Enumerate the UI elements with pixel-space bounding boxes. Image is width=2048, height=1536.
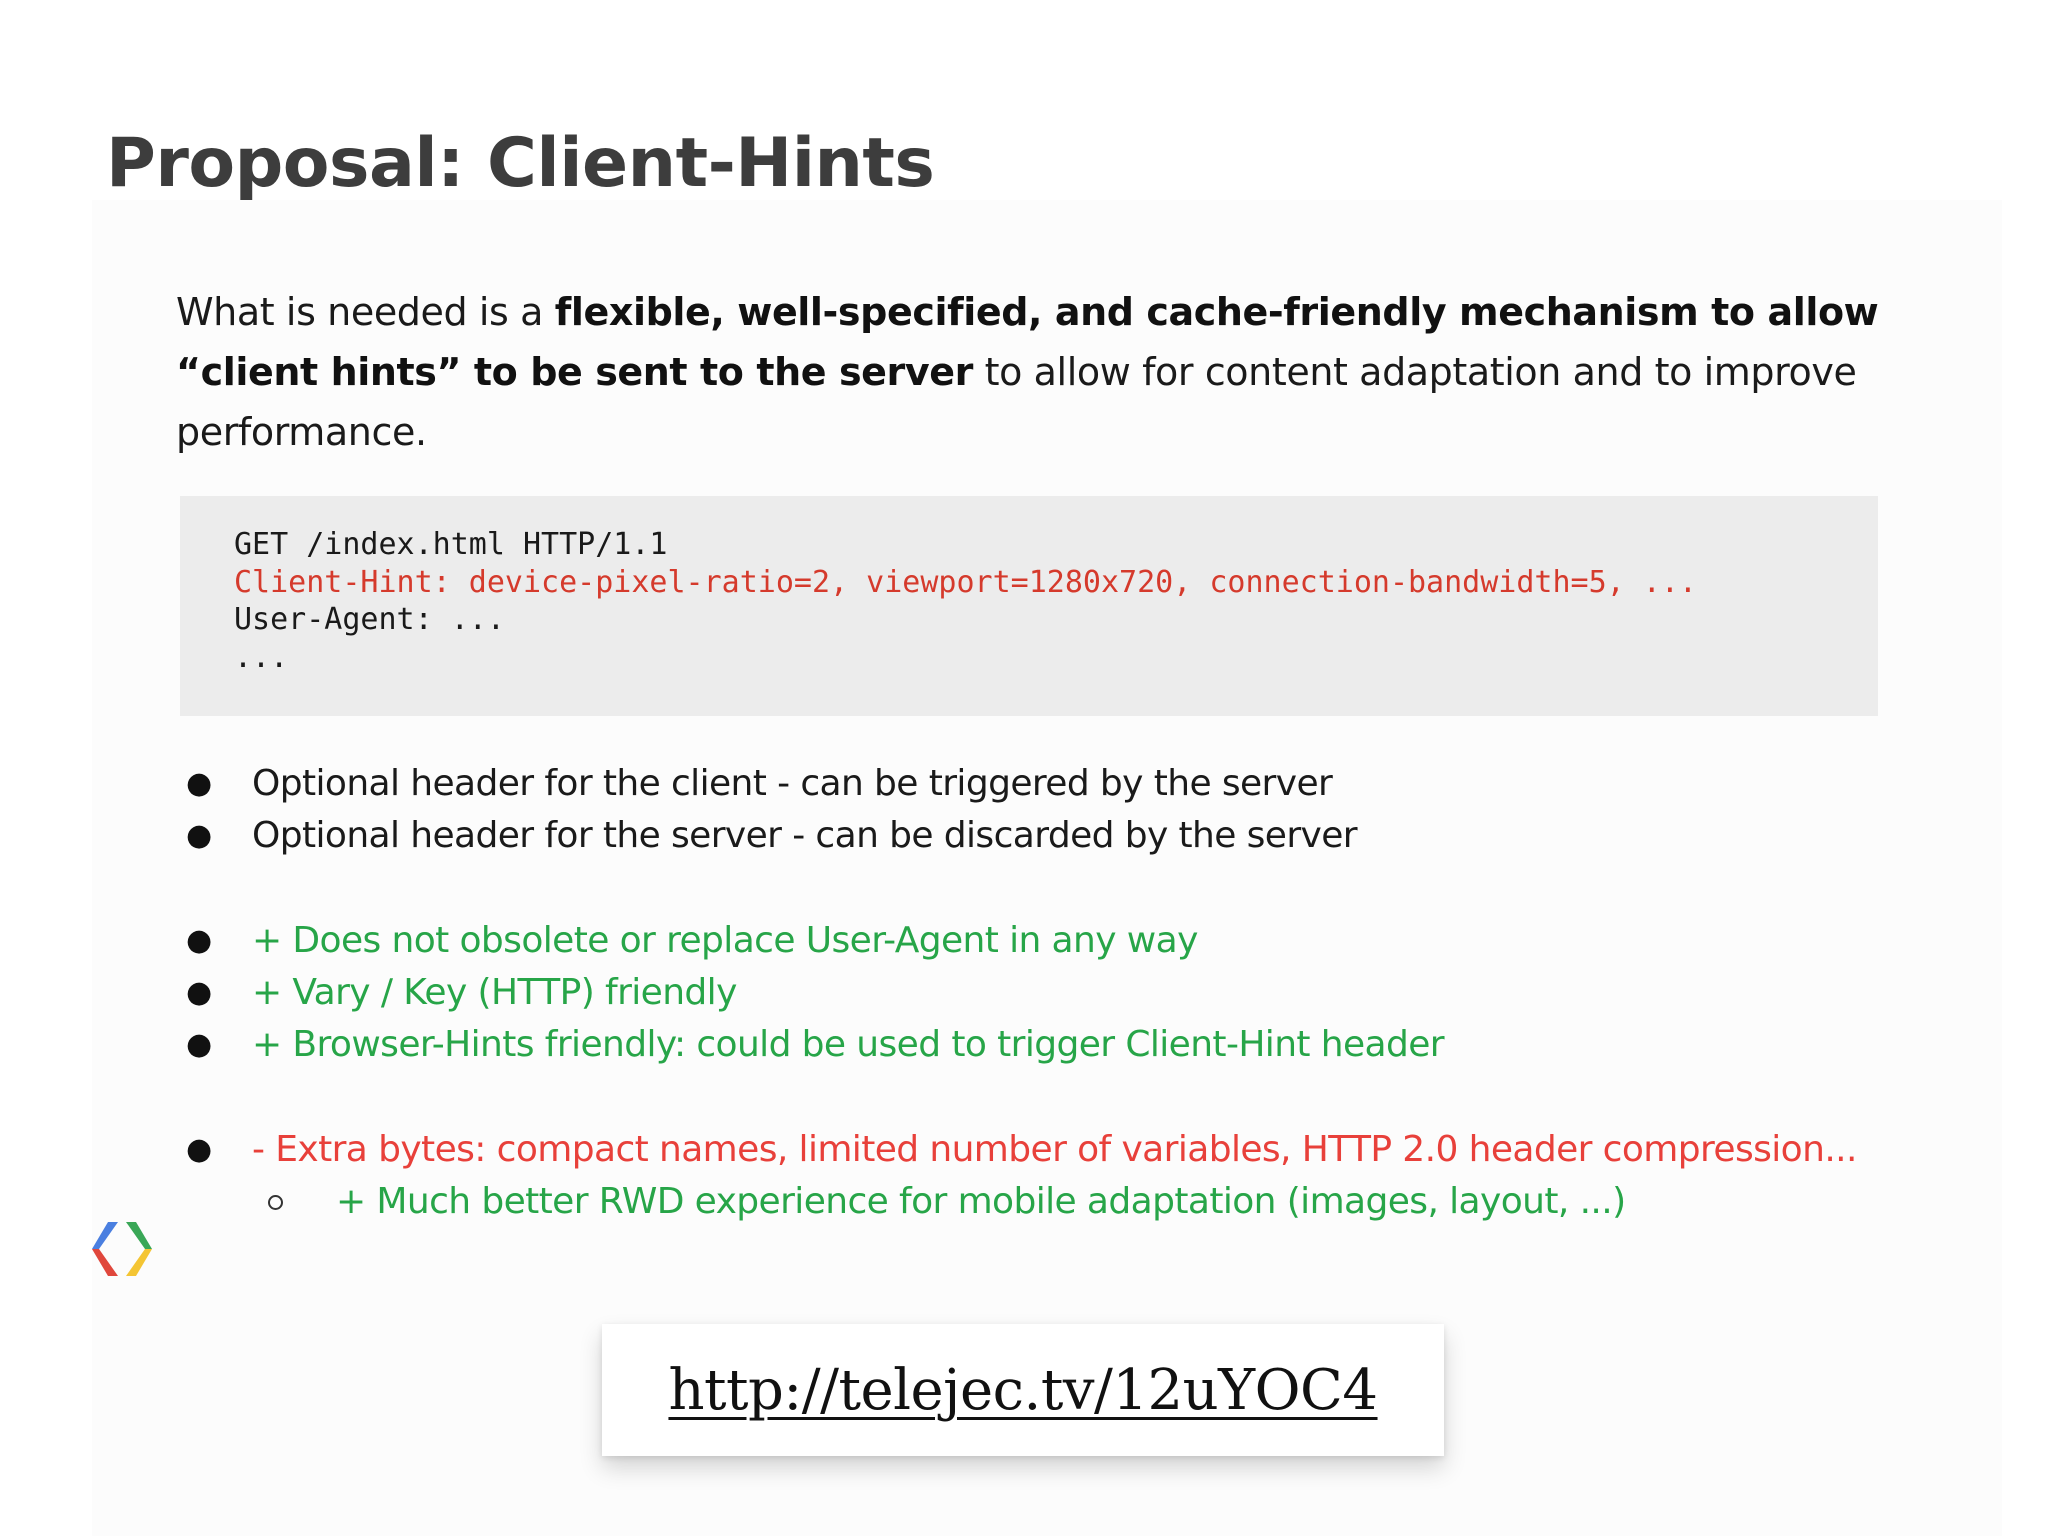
bullet-pro-user-agent: [186, 915, 1886, 967]
intro-text-bold: flexible, well-specified, and cache-friendly mechanism to allow “client hints” to be sent to the server: [176, 290, 1879, 394]
bullet-dot: ●: [186, 1132, 212, 1167]
http-request-code-block: [180, 496, 1878, 716]
sub-bullet-rwd-experience: [186, 1176, 1886, 1228]
bullet-server-header: [186, 810, 1886, 862]
google-developers-chevrons-icon: [86, 1220, 158, 1278]
bullet-text: Optional header for the client - can be triggered by the server: [252, 763, 1333, 804]
bullet-dot: ●: [186, 975, 212, 1010]
bullet-text: - Extra bytes: compact names, limited number of variables, HTTP 2.0 header compression...: [252, 1129, 1857, 1170]
short-link[interactable]: http://telejec.tv/12uYOC4: [668, 1357, 1378, 1423]
bullet-text: Optional header for the server - can be discarded by the server: [252, 815, 1357, 856]
short-link-card: [602, 1324, 1444, 1456]
bullet-text: + Does not obsolete or replace User-Agent in any way: [252, 920, 1198, 961]
code-line-client-hint: Client-Hint: device-pixel-ratio=2, viewport=1280x720, connection-bandwidth=5, ...: [234, 564, 1697, 600]
bullet-pro-browser-hints: [186, 1019, 1886, 1071]
bullet-con-extra-bytes: [186, 1124, 1886, 1176]
code-line-user-agent: User-Agent: ...: [234, 602, 505, 637]
bullet-dot: ●: [186, 923, 212, 958]
intro-text-start: What is needed is a: [176, 290, 555, 334]
intro-text-end: to allow for content adaptation and to improve performance.: [176, 350, 1857, 454]
sub-bullet-text: + Much better RWD experience for mobile adaptation (images, layout, ...): [336, 1181, 1626, 1222]
bullet-dot: ●: [186, 1027, 212, 1062]
bullet-dot: ●: [186, 766, 212, 801]
bullet-pro-vary-key: [186, 967, 1886, 1019]
bullet-dot: ●: [186, 818, 212, 853]
code-line-ellipsis: ...: [234, 639, 289, 675]
bullet-list: [186, 758, 1886, 1228]
intro-paragraph: [176, 282, 1886, 462]
sub-bullet-circle: [268, 1195, 283, 1210]
code-line-request: GET /index.html HTTP/1.1: [234, 527, 668, 562]
bullet-client-header: [186, 758, 1886, 810]
bullet-text: + Browser-Hints friendly: could be used to trigger Client-Hint header: [252, 1024, 1445, 1065]
bullet-text: + Vary / Key (HTTP) friendly: [252, 972, 737, 1013]
slide-title: Proposal: Client-Hints: [106, 124, 935, 203]
